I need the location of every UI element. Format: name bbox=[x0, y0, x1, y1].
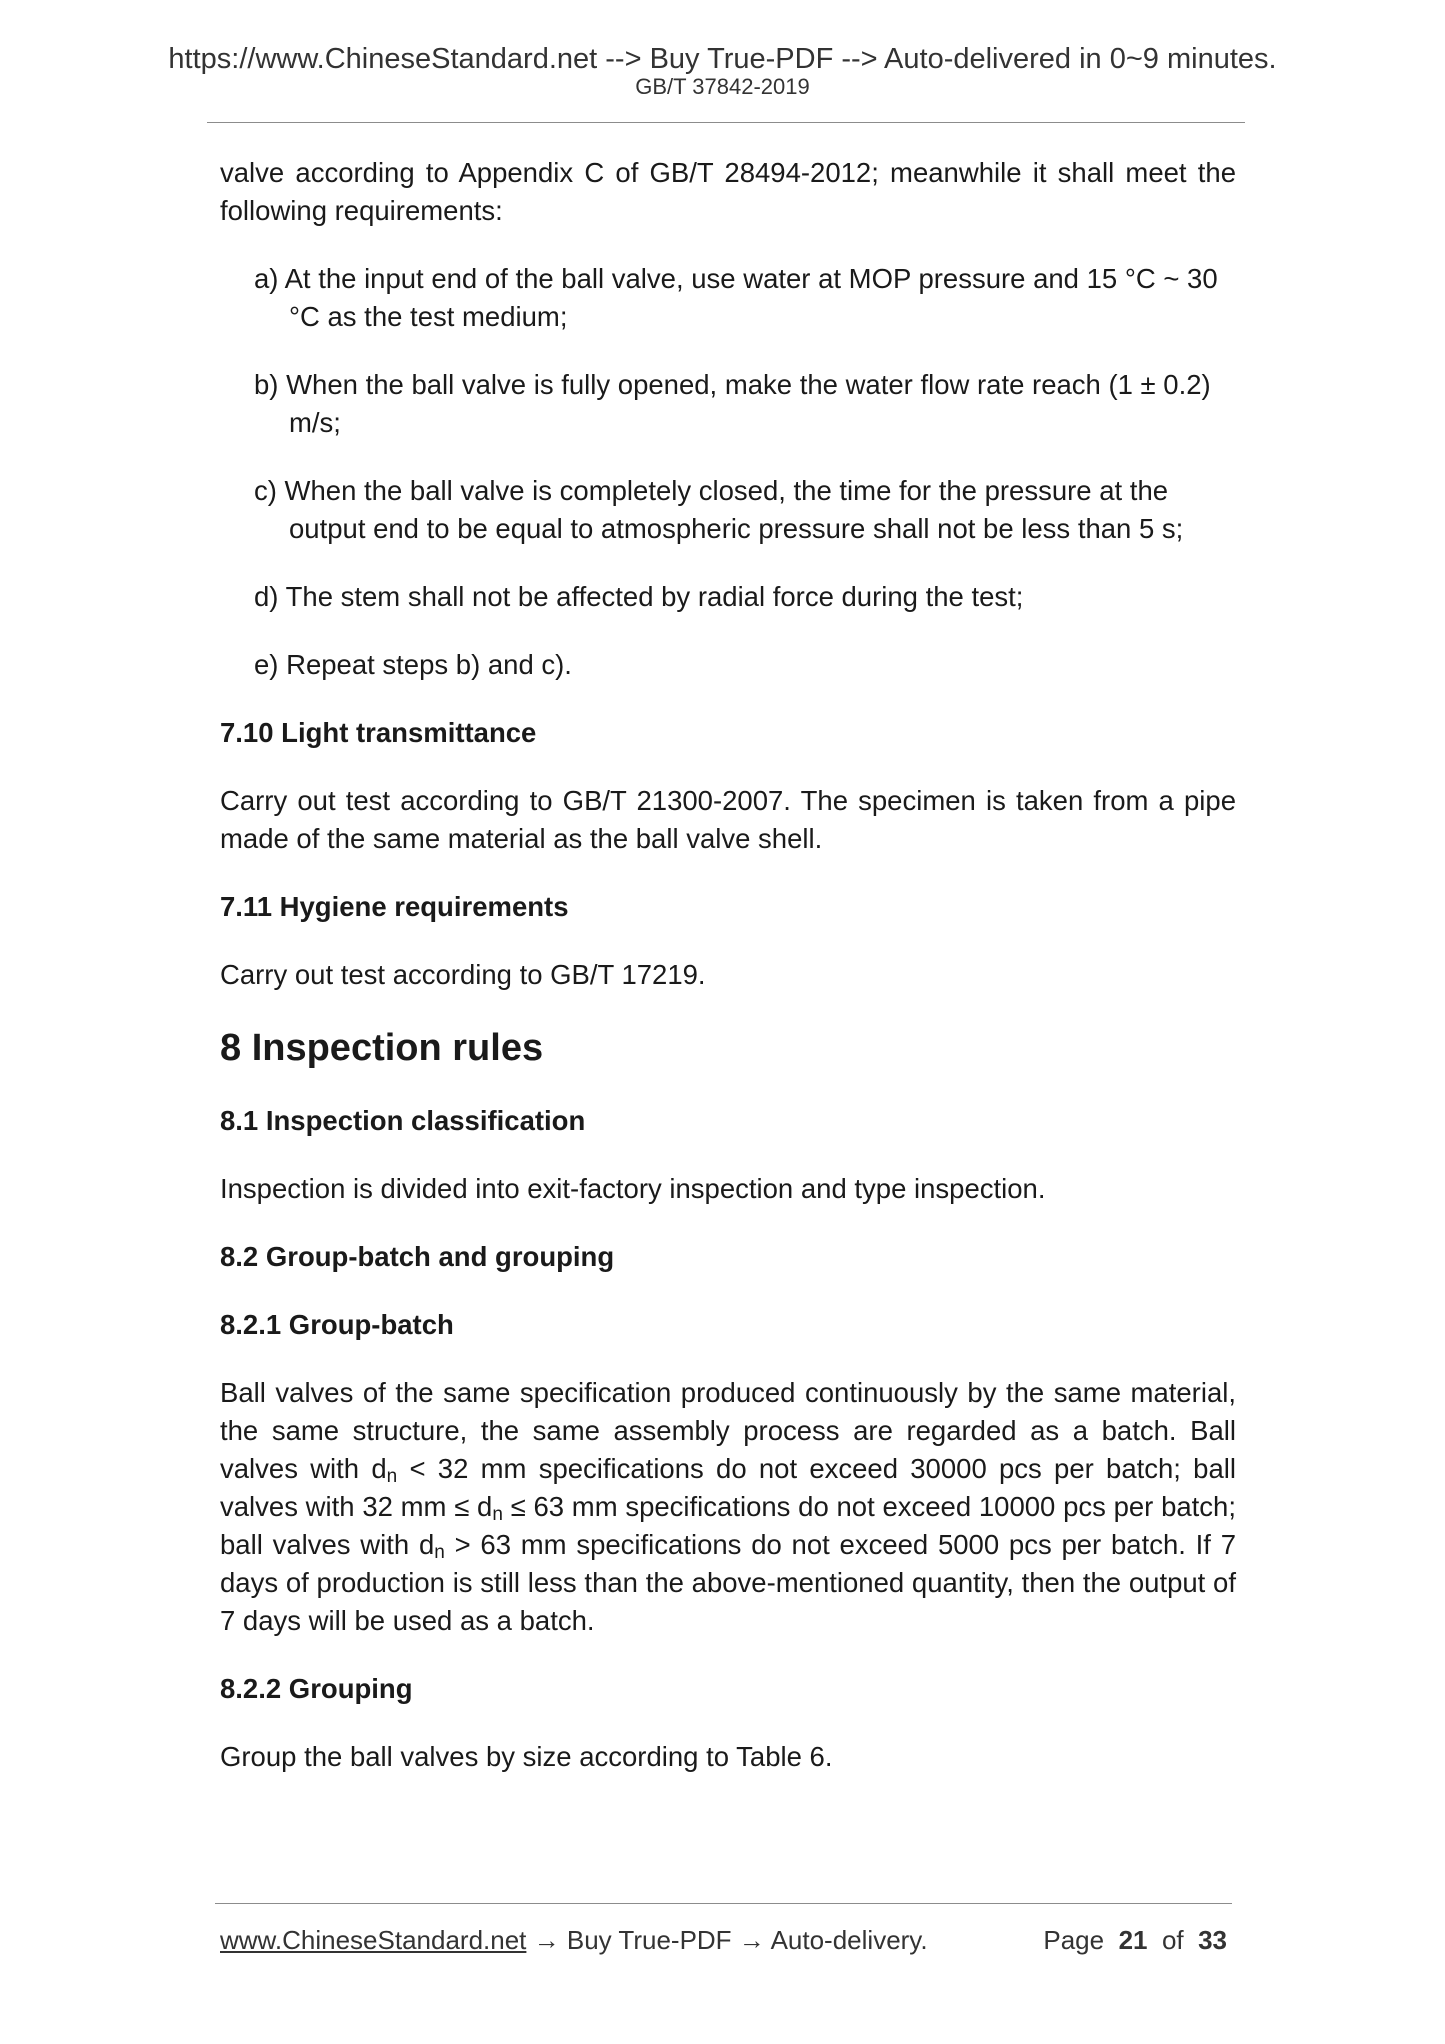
subscript-n: n bbox=[386, 1466, 398, 1487]
footer-promo bbox=[220, 1924, 928, 1956]
header-standard-number: GB/T 37842-2019 bbox=[635, 74, 810, 99]
footer-divider bbox=[215, 1903, 1232, 1904]
subscript-n: n bbox=[492, 1504, 503, 1525]
section-7-11-heading: 7.11 Hygiene requirements bbox=[220, 891, 569, 922]
section-7-11-text: Carry out test according to GB/T 17219. bbox=[220, 959, 706, 990]
current-page: 21 bbox=[1118, 1925, 1148, 1955]
requirement-item-b: b) When the ball valve is fully opened, make the water flow rate reach (1 ± 0.2) m/s; bbox=[254, 369, 1211, 438]
header-url-line[interactable]: https://www.ChineseStandard.net --> Buy True-PDF --> Auto-delivered in 0~9 minutes. bbox=[168, 43, 1277, 75]
page-of-label: of bbox=[1161, 1925, 1184, 1955]
section-8-2-2-text: Group the ball valves by size according to Table 6. bbox=[220, 1741, 833, 1772]
footer-tagline: → Buy True-PDF → Auto-delivery. bbox=[526, 1925, 928, 1955]
section-8-2-1-text bbox=[220, 1374, 1236, 1640]
section-8-1-heading: 8.1 Inspection classification bbox=[220, 1105, 586, 1136]
requirement-item-e: e) Repeat steps b) and c). bbox=[254, 649, 572, 680]
section-8-2-2-heading: 8.2.2 Grouping bbox=[220, 1673, 413, 1704]
section-7-10-heading: 7.10 Light transmittance bbox=[220, 717, 537, 748]
document-body bbox=[220, 154, 1236, 1806]
page-label: Page bbox=[1043, 1925, 1105, 1955]
section-8-2-heading: 8.2 Group-batch and grouping bbox=[220, 1241, 615, 1272]
footer-site-link[interactable]: www.ChineseStandard.net bbox=[220, 1925, 527, 1955]
requirement-item-c: c) When the ball valve is completely closed, the time for the pressure at the output end to be equal to atmospheric pressure shall not be less than 5 s; bbox=[254, 475, 1184, 544]
intro-paragraph: valve according to Appendix C of GB/T 28494-2012; meanwhile it shall meet the following requirements: bbox=[220, 157, 1236, 226]
section-7-10-text: Carry out test according to GB/T 21300-2007. The specimen is taken from a pipe made of the same material as the ball valve shell. bbox=[220, 785, 1236, 854]
section-8-2-1-heading: 8.2.1 Group-batch bbox=[220, 1309, 454, 1340]
subscript-n: n bbox=[434, 1542, 445, 1563]
group-batch-text-part-1: Ball valves of the same specification produced continuously by the same material, the same structure, the same assembly process are regarded as a batch. Ball valves with d bbox=[220, 1377, 1236, 1484]
requirements-list bbox=[220, 260, 1236, 684]
header-divider bbox=[207, 122, 1245, 123]
group-batch-text-part-2: < 32 mm specifications do not exceed 30000 pcs per batch; ball valves with 32 mm ≤ d bbox=[220, 1453, 1236, 1522]
requirement-item-d: d) The stem shall not be affected by radial force during the test; bbox=[254, 581, 1024, 612]
section-8-1-text: Inspection is divided into exit-factory inspection and type inspection. bbox=[220, 1173, 1046, 1204]
total-pages: 33 bbox=[1198, 1925, 1227, 1955]
group-batch-text-part-4: > 63 mm specifications do not exceed 5000 pcs per batch. If 7 days of production is still less than the above-mentioned quantity, then the output of 7 days will be used as a batch. bbox=[220, 1529, 1236, 1636]
group-batch-text-part-3: ≤ 63 mm specifications do not exceed 10000 pcs per batch; ball valves with d bbox=[220, 1491, 1236, 1560]
requirement-item-a: a) At the input end of the ball valve, use water at MOP pressure and 15 °C ~ 30 °C as the test medium; bbox=[254, 263, 1218, 332]
section-8-heading: 8 Inspection rules bbox=[220, 1027, 544, 1069]
page-number bbox=[1043, 1924, 1227, 1956]
